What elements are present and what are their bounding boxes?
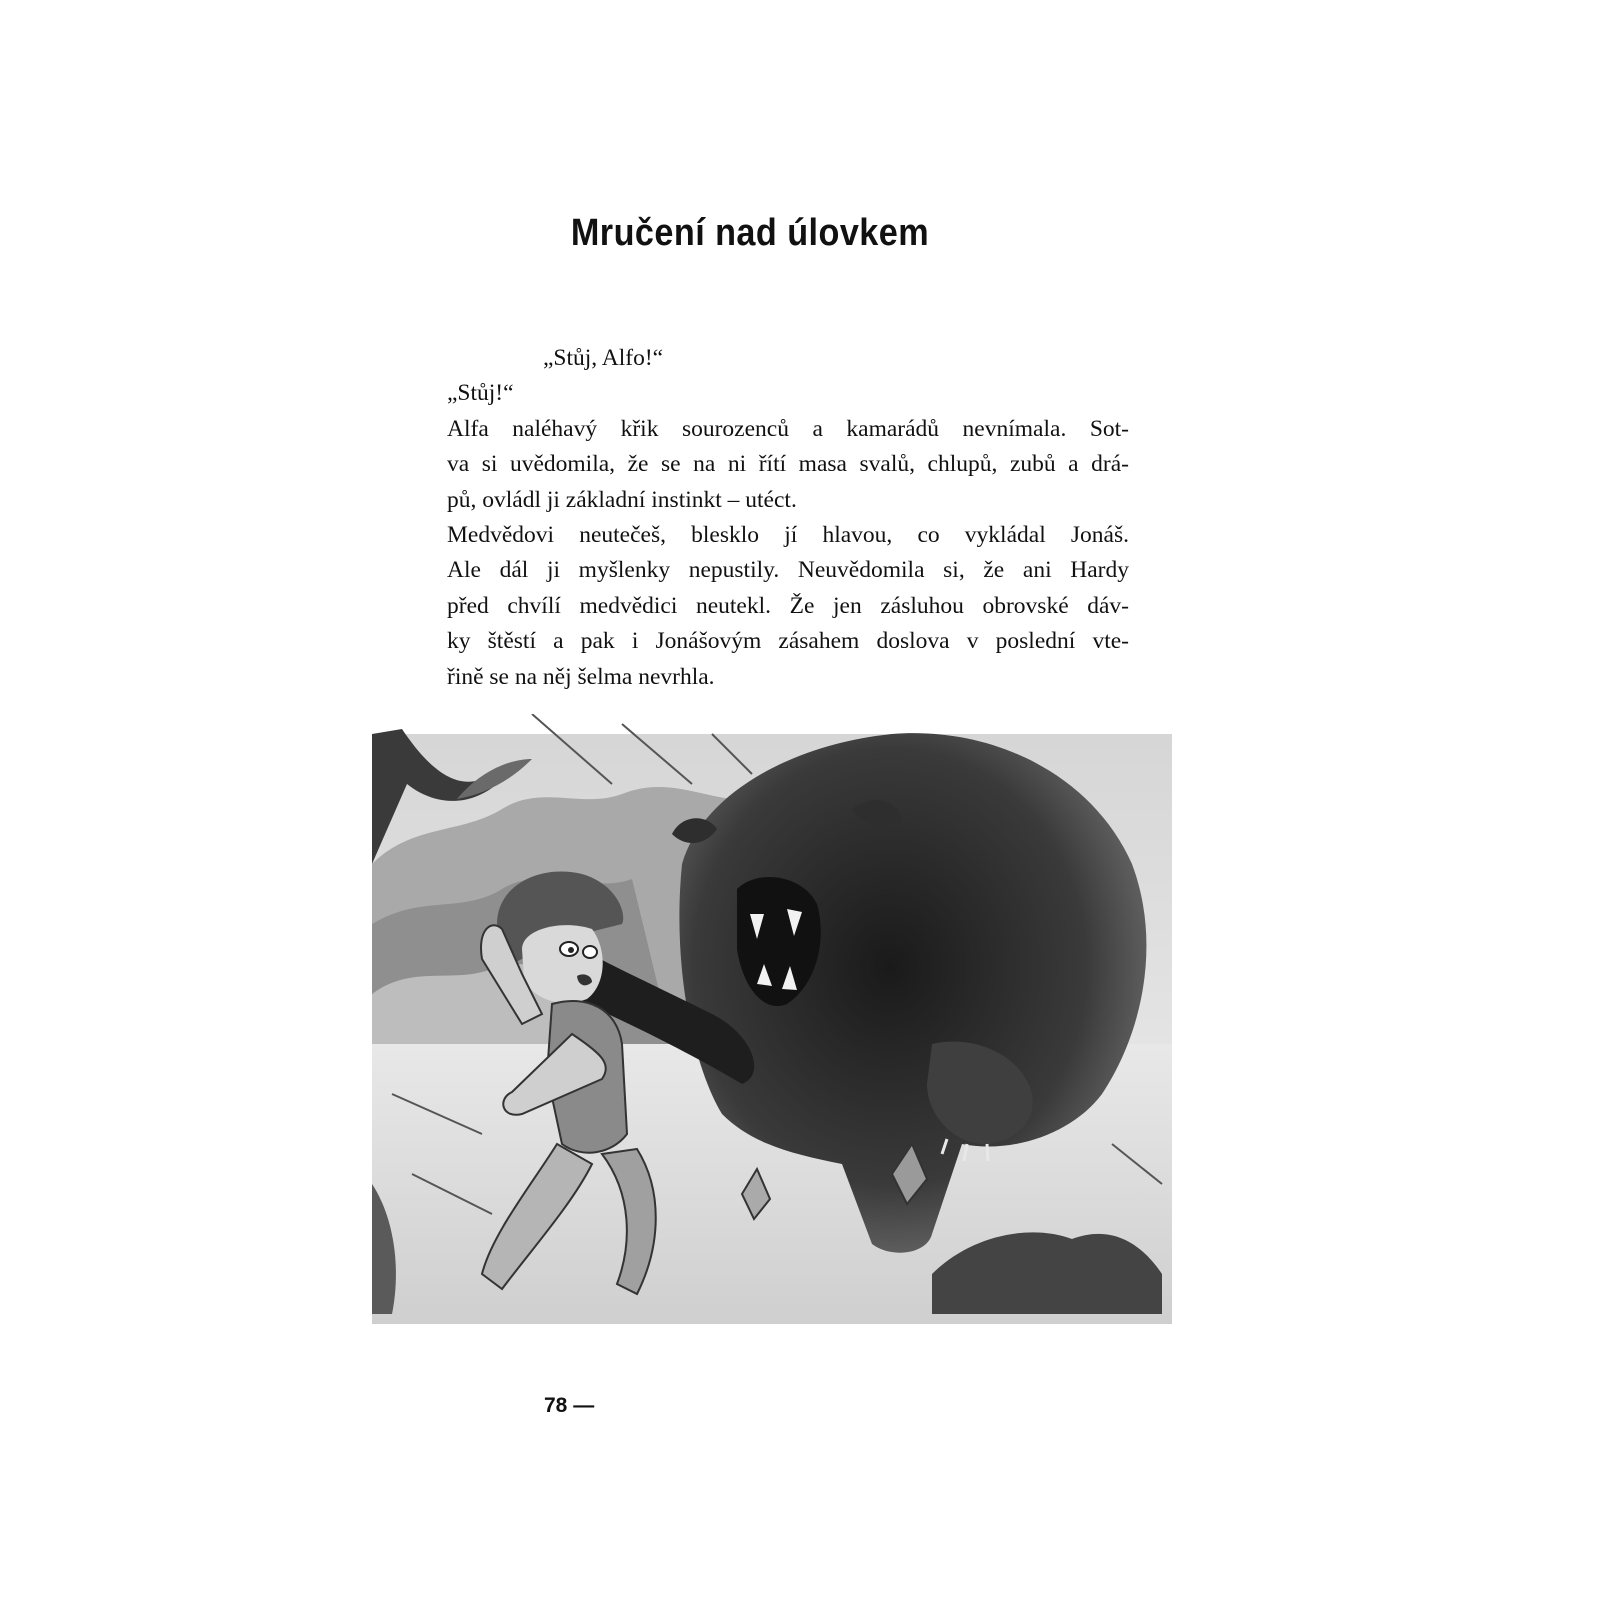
page-number: 78 —	[544, 1394, 595, 1417]
text-line: va si uvědomila, že se na ni řítí masa svalů, chlupů, zubů a drá-	[447, 451, 1129, 478]
chapter-title: Mručení nad úlovkem	[570, 212, 930, 254]
dialog-line: „Stůj!“	[447, 380, 514, 407]
text-line: před chvílí medvědici neutekl. Že jen zásluhou obrovské dáv-	[447, 592, 1129, 619]
text-line: Ale dál ji myšlenky nepustily. Neuvědomila si, že ani Hardy	[447, 557, 1129, 584]
dialog-line: „Stůj, Alfo!“	[543, 345, 664, 371]
text-line: Medvědovi neutečeš, blesklo jí hlavou, co vykládal Jonáš.	[447, 522, 1129, 549]
text-line: Alfa naléhavý křik sourozenců a kamarádů nevnímala. Sot-	[447, 415, 1129, 442]
paragraph	[447, 518, 1129, 695]
text-line: ky štěstí a pak i Jonášovým zásahem doslova v poslední vte-	[447, 628, 1129, 655]
paragraph	[447, 412, 1129, 518]
bear-attack-illustration	[372, 714, 1182, 1344]
text-line: řině se na něj šelma nevrhla.	[447, 663, 715, 690]
body-text	[447, 341, 1129, 695]
text-line: pů, ovládl ji základní instinkt – utéct.	[447, 486, 797, 513]
